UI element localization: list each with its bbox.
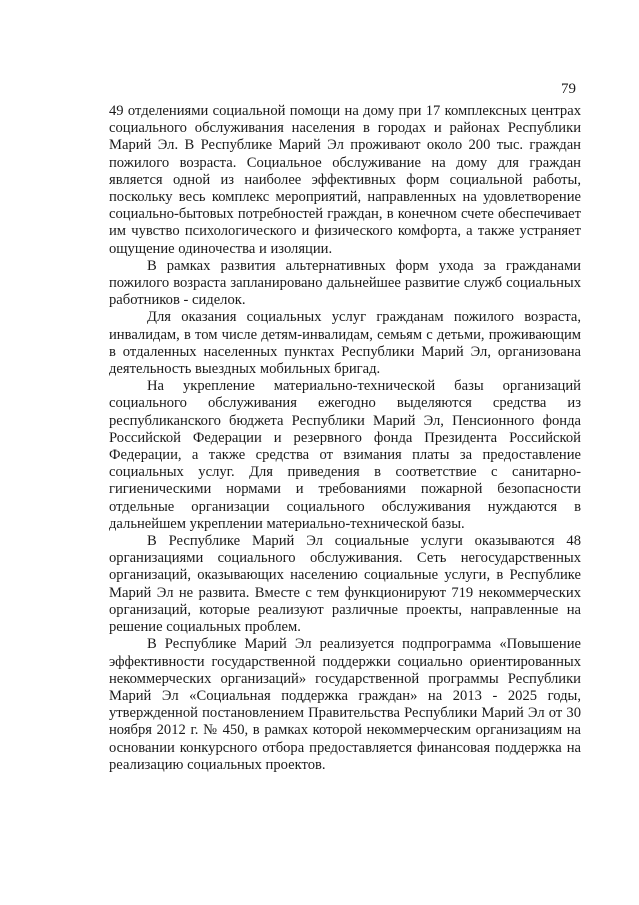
paragraph-organizations: В Республике Марий Эл социальные услуги оказываются 48 организациями социального обслуживания. Сеть негосударственных организаций, оказывающих населению социальные услуги, в Республике Марий Эл не развита. Вместе с тем функционируют 719 некоммерческих организаций, которые реализуют различные проекты, направленные на решение социальных проблем.	[109, 533, 581, 636]
paragraph-home-care: 49 отделениями социальной помощи на дому при 17 комплексных центрах социального обслуживания населения в городах и районах Республики Марий Эл. В Республике Марий Эл проживают около 200 тыс. граждан пожилого возраста. Социальное обслуживание на дому для граждан является одной из наиболее эффективных форм социальной работы, поскольку весь комплекс мероприятий, направленных на удовлетворение социально-бытовых потребностей граждан, в конечном счете обеспечивает им чувство психологического и физического комфорта, а также устраняет ощущение одиночества и изоляции.	[109, 103, 581, 257]
paragraph-mobile-brigades: Для оказания социальных услуг гражданам пожилого возраста, инвалидам, в том числе детям-инвалидам, семьям с детьми, проживающим в отдаленных населенных пунктах Республики Марий Эл, организована деятельность выездных мобильных бригад.	[109, 309, 581, 378]
page-number: 79	[561, 81, 576, 97]
paragraph-subprogram: В Республике Марий Эл реализуется подпрограмма «Повышение эффективности государственной поддержки социально ориентированных некоммерческих организаций» государственной программы Республики Марий Эл «Социальная поддержка граждан» на 2013 - 2025 годы, утвержденной постановлением Правительства Республики Марий Эл от 30 ноября 2012 г. № 450, в рамках которой некоммерческим организациям на основании конкурсного отбора предоставляется финансовая поддержка на реализацию социальных проектов.	[109, 636, 581, 773]
paragraph-caregivers: В рамках развития альтернативных форм ухода за гражданами пожилого возраста запланировано дальнейшее развитие служб социальных работников - сиделок.	[109, 257, 581, 309]
paragraph-material-base: На укрепление материально-технической базы организаций социального обслуживания ежегодно выделяются средства из республиканского бюджета Республики Марий Эл, Пенсионного фонда Российской Федерации и резервного фонда Президента Российской Федерации, а также средства от взимания платы за предоставление социальных услуг. Для приведения в соответствие с санитарно-гигиеническими нормами и требованиями пожарной безопасности отдельные организации социального обслуживания нуждаются в дальнейшем укреплении материально-технической базы.	[109, 378, 581, 532]
body-text	[109, 103, 581, 774]
